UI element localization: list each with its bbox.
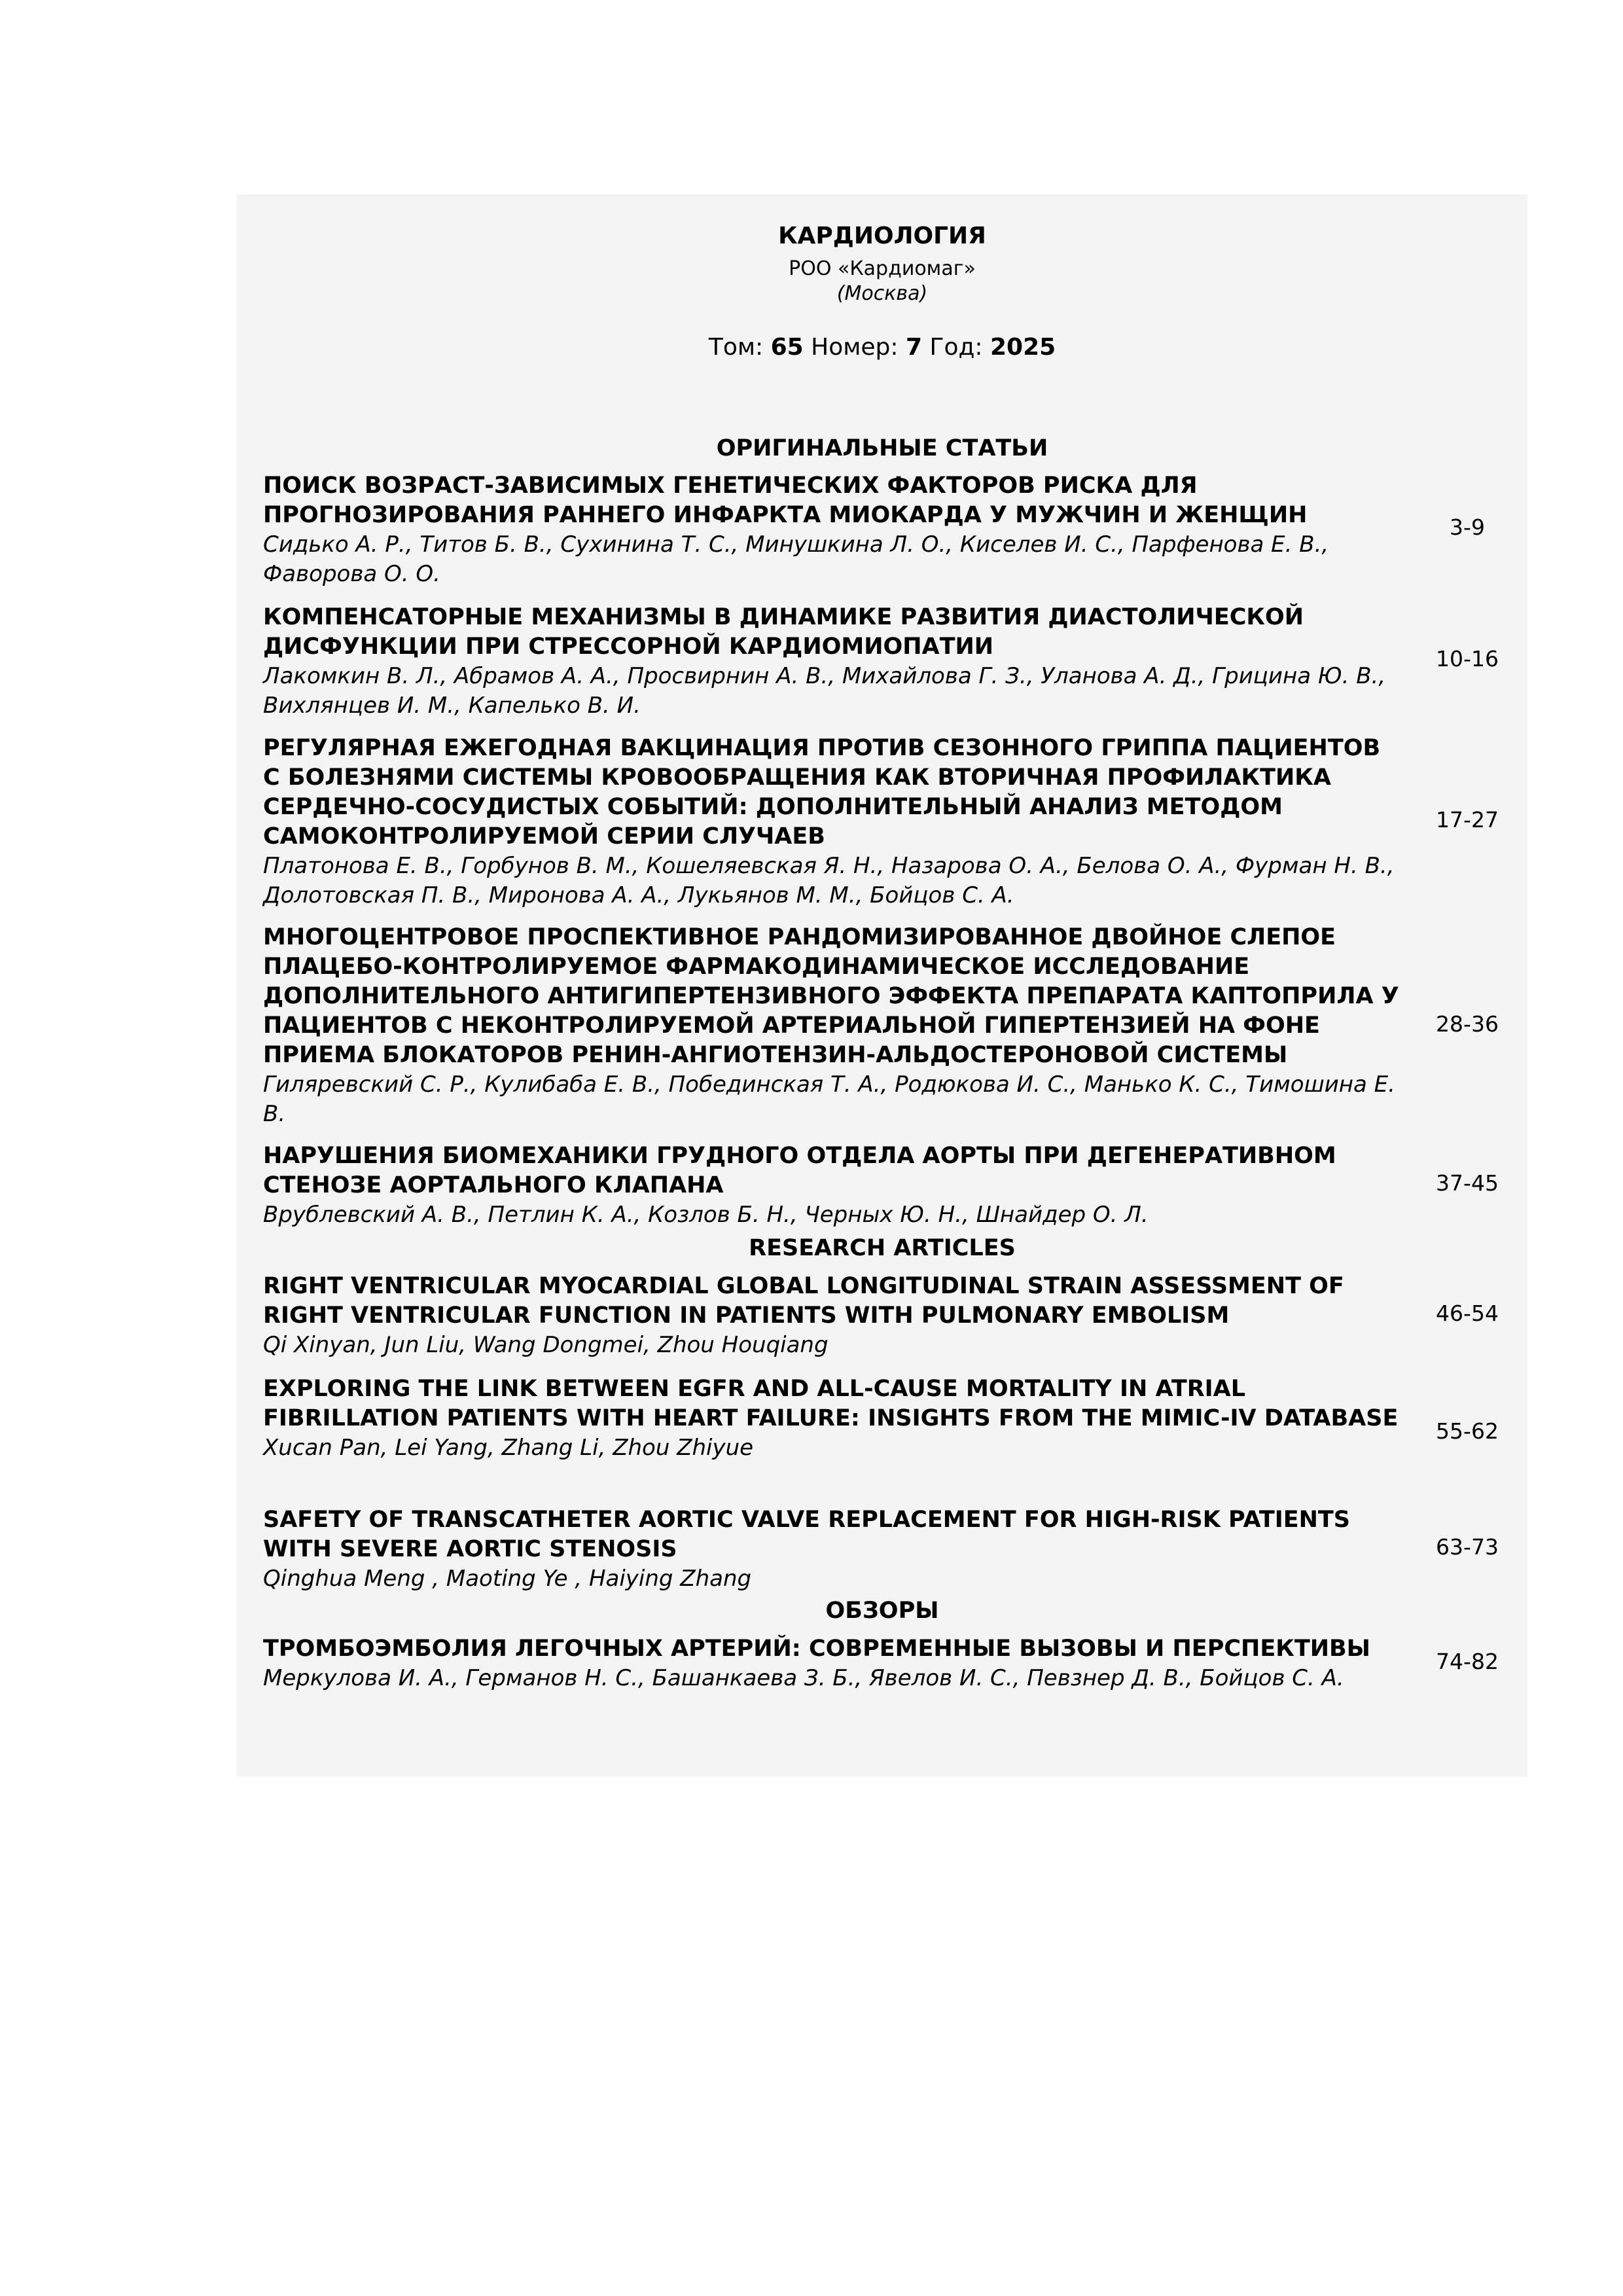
section-title-original-articles: ОРИГИНАЛЬНЫЕ СТАТЬИ	[716, 435, 1048, 461]
article-pages: 63-73	[1436, 1534, 1499, 1560]
section-title-research-articles: RESEARCH ARTICLES	[749, 1235, 1016, 1261]
article-pages: 55-62	[1436, 1418, 1499, 1444]
number-label: Номер:	[811, 334, 899, 361]
article-entry[interactable]	[263, 734, 1554, 910]
article-entry[interactable]	[263, 1374, 1554, 1463]
article-entry[interactable]	[263, 471, 1554, 589]
journal-publisher: РОО «Кардиомаг»	[789, 257, 976, 280]
article-entry[interactable]	[263, 1634, 1554, 1693]
article-pages: 17-27	[1436, 807, 1499, 833]
article-authors: Врублевский А. В., Петлин К. А., Козлов Б. Н., Черных Ю. Н., Шнайдер О. Л.	[263, 1202, 1149, 1228]
article-authors: Qinghua Meng , Maoting Ye , Haiying Zhang	[263, 1566, 752, 1592]
article-title[interactable]: ПОИСК ВОЗРАСТ-ЗАВИСИМЫХ ГЕНЕТИЧЕСКИХ ФАКТОРОВ РИСКА ДЛЯ ПРОГНОЗИРОВАНИЯ РАННЕГО ИНФАРКТА МИОКАРДА У МУЖЧИН И ЖЕНЩИН	[263, 473, 1308, 528]
article-pages: 46-54	[1436, 1300, 1499, 1326]
year-label: Год:	[929, 334, 983, 361]
article-entry[interactable]	[263, 1272, 1554, 1360]
article-pages: 37-45	[1436, 1170, 1499, 1196]
article-authors: Xucan Pan, Lei Yang, Zhang Li, Zhou Zhiyue	[263, 1435, 754, 1461]
volume-label: Том:	[708, 334, 764, 361]
article-entry[interactable]	[263, 603, 1554, 721]
year-value: 2025	[990, 334, 1056, 361]
article-entry[interactable]	[263, 1505, 1554, 1594]
article-pages: 3-9	[1450, 514, 1485, 540]
article-title[interactable]: RIGHT VENTRICULAR MYOCARDIAL GLOBAL LONGITUDINAL STRAIN ASSESSMENT OF RIGHT VENTRICULAR FUNCTION IN PATIENTS WITH PULMONARY EMBOLISM	[263, 1273, 1344, 1329]
article-pages: 74-82	[1436, 1649, 1499, 1674]
article-title[interactable]: МНОГОЦЕНТРОВОЕ ПРОСПЕКТИВНОЕ РАНДОМИЗИРОВАННОЕ ДВОЙНОЕ СЛЕПОЕ ПЛАЦЕБО-КОНТРОЛИРУЕМОЕ ФАРМАКОДИНАМИЧЕСКОЕ ИССЛЕДОВАНИЕ ДОПОЛНИТЕЛЬНОГО АНТИГИПЕРТЕНЗИВНОГО ЭФФЕКТА ПРЕПАРАТА КАПТОПРИЛА У ПАЦИЕНТОВ С НЕКОНТРОЛИРУЕМОЙ АРТЕРИАЛЬНОЙ ГИПЕРТЕНЗИЕЙ НА ФОНЕ ПРИЕМА БЛОКАТОРОВ РЕНИН-АНГИОТЕНЗИН-АЛЬДОСТЕРОНОВОЙ СИСТЕМЫ	[263, 924, 1399, 1068]
article-authors: Лакомкин В. Л., Абрамов А. А., Просвирнин А. В., Михайлова Г. З., Уланова А. Д., Грицина Ю. В., Вихлянцев И. М., Капелько В. И.	[263, 663, 1386, 719]
journal-title: КАРДИОЛОГИЯ	[778, 223, 986, 249]
article-title[interactable]: РЕГУЛЯРНАЯ ЕЖЕГОДНАЯ ВАКЦИНАЦИЯ ПРОТИВ СЕЗОННОГО ГРИППА ПАЦИЕНТОВ С БОЛЕЗНЯМИ СИСТЕМЫ КРОВООБРАЩЕНИЯ КАК ВТОРИЧНАЯ ПРОФИЛАКТИКА СЕРДЕЧНО-СОСУДИСТЫХ СОБЫТИЙ: ДОПОЛНИТЕЛЬНЫЙ АНАЛИЗ МЕТОДОМ САМОКОНТРОЛИРУЕМОЙ СЕРИИ СЛУЧАЕВ	[263, 735, 1381, 850]
article-title[interactable]: EXPLORING THE LINK BETWEEN EGFR AND ALL-CAUSE MORTALITY IN ATRIAL FIBRILLATION PATIENTS WITH HEART FAILURE: INSIGHTS FROM THE MIMIC-IV DATABASE	[263, 1376, 1399, 1431]
article-authors: Qi Xinyan, Jun Liu, Wang Dongmei, Zhou Houqiang	[263, 1332, 829, 1358]
issue-info	[237, 334, 1527, 361]
article-pages: 10-16	[1436, 646, 1499, 672]
article-entry[interactable]	[263, 923, 1554, 1129]
volume-value: 65	[770, 334, 804, 361]
article-title[interactable]: SAFETY OF TRANSCATHETER AORTIC VALVE REPLACEMENT FOR HIGH-RISK PATIENTS WITH SEVERE AORTIC STENOSIS	[263, 1507, 1350, 1562]
article-title[interactable]: КОМПЕНСАТОРНЫЕ МЕХАНИЗМЫ В ДИНАМИКЕ РАЗВИТИЯ ДИАСТОЛИЧЕСКОЙ ДИСФУНКЦИИ ПРИ СТРЕССОРНОЙ КАРДИОМИОПАТИИ	[263, 604, 1304, 660]
article-authors: Меркулова И. А., Германов Н. С., Башанкаева З. Б., Явелов И. С., Певзнер Д. В., Бойцов С. А.	[263, 1665, 1344, 1691]
table-of-contents	[237, 194, 1527, 1776]
number-value: 7	[906, 334, 923, 361]
article-authors: Сидько А. Р., Титов Б. В., Сухинина Т. С., Минушкина Л. О., Киселев И. С., Парфенова Е. В., Фаворова О. О.	[263, 531, 1329, 587]
article-entry[interactable]	[263, 1141, 1554, 1230]
article-pages: 28-36	[1436, 1011, 1499, 1037]
journal-city: (Москва)	[836, 282, 928, 305]
article-authors: Гиляревский С. Р., Кулибаба Е. В., Побединская Т. А., Родюкова И. С., Манько К. С., Тимошина Е. В.	[263, 1071, 1395, 1127]
section-title-reviews: ОБЗОРЫ	[825, 1598, 939, 1624]
article-title[interactable]: ТРОМБОЭМБОЛИЯ ЛЕГОЧНЫХ АРТЕРИЙ: СОВРЕМЕННЫЕ ВЫЗОВЫ И ПЕРСПЕКТИВЫ	[263, 1636, 1370, 1662]
article-title[interactable]: НАРУШЕНИЯ БИОМЕХАНИКИ ГРУДНОГО ОТДЕЛА АОРТЫ ПРИ ДЕГЕНЕРАТИВНОМ СТЕНОЗЕ АОРТАЛЬНОГО КЛАПАНА	[263, 1143, 1336, 1198]
article-authors: Платонова Е. В., Горбунов В. М., Кошеляевская Я. Н., Назарова О. А., Белова О. А., Фурман Н. В., Долотовская П. В., Миронова А. А., Лукьянов М. М., Бойцов С. А.	[263, 853, 1395, 908]
